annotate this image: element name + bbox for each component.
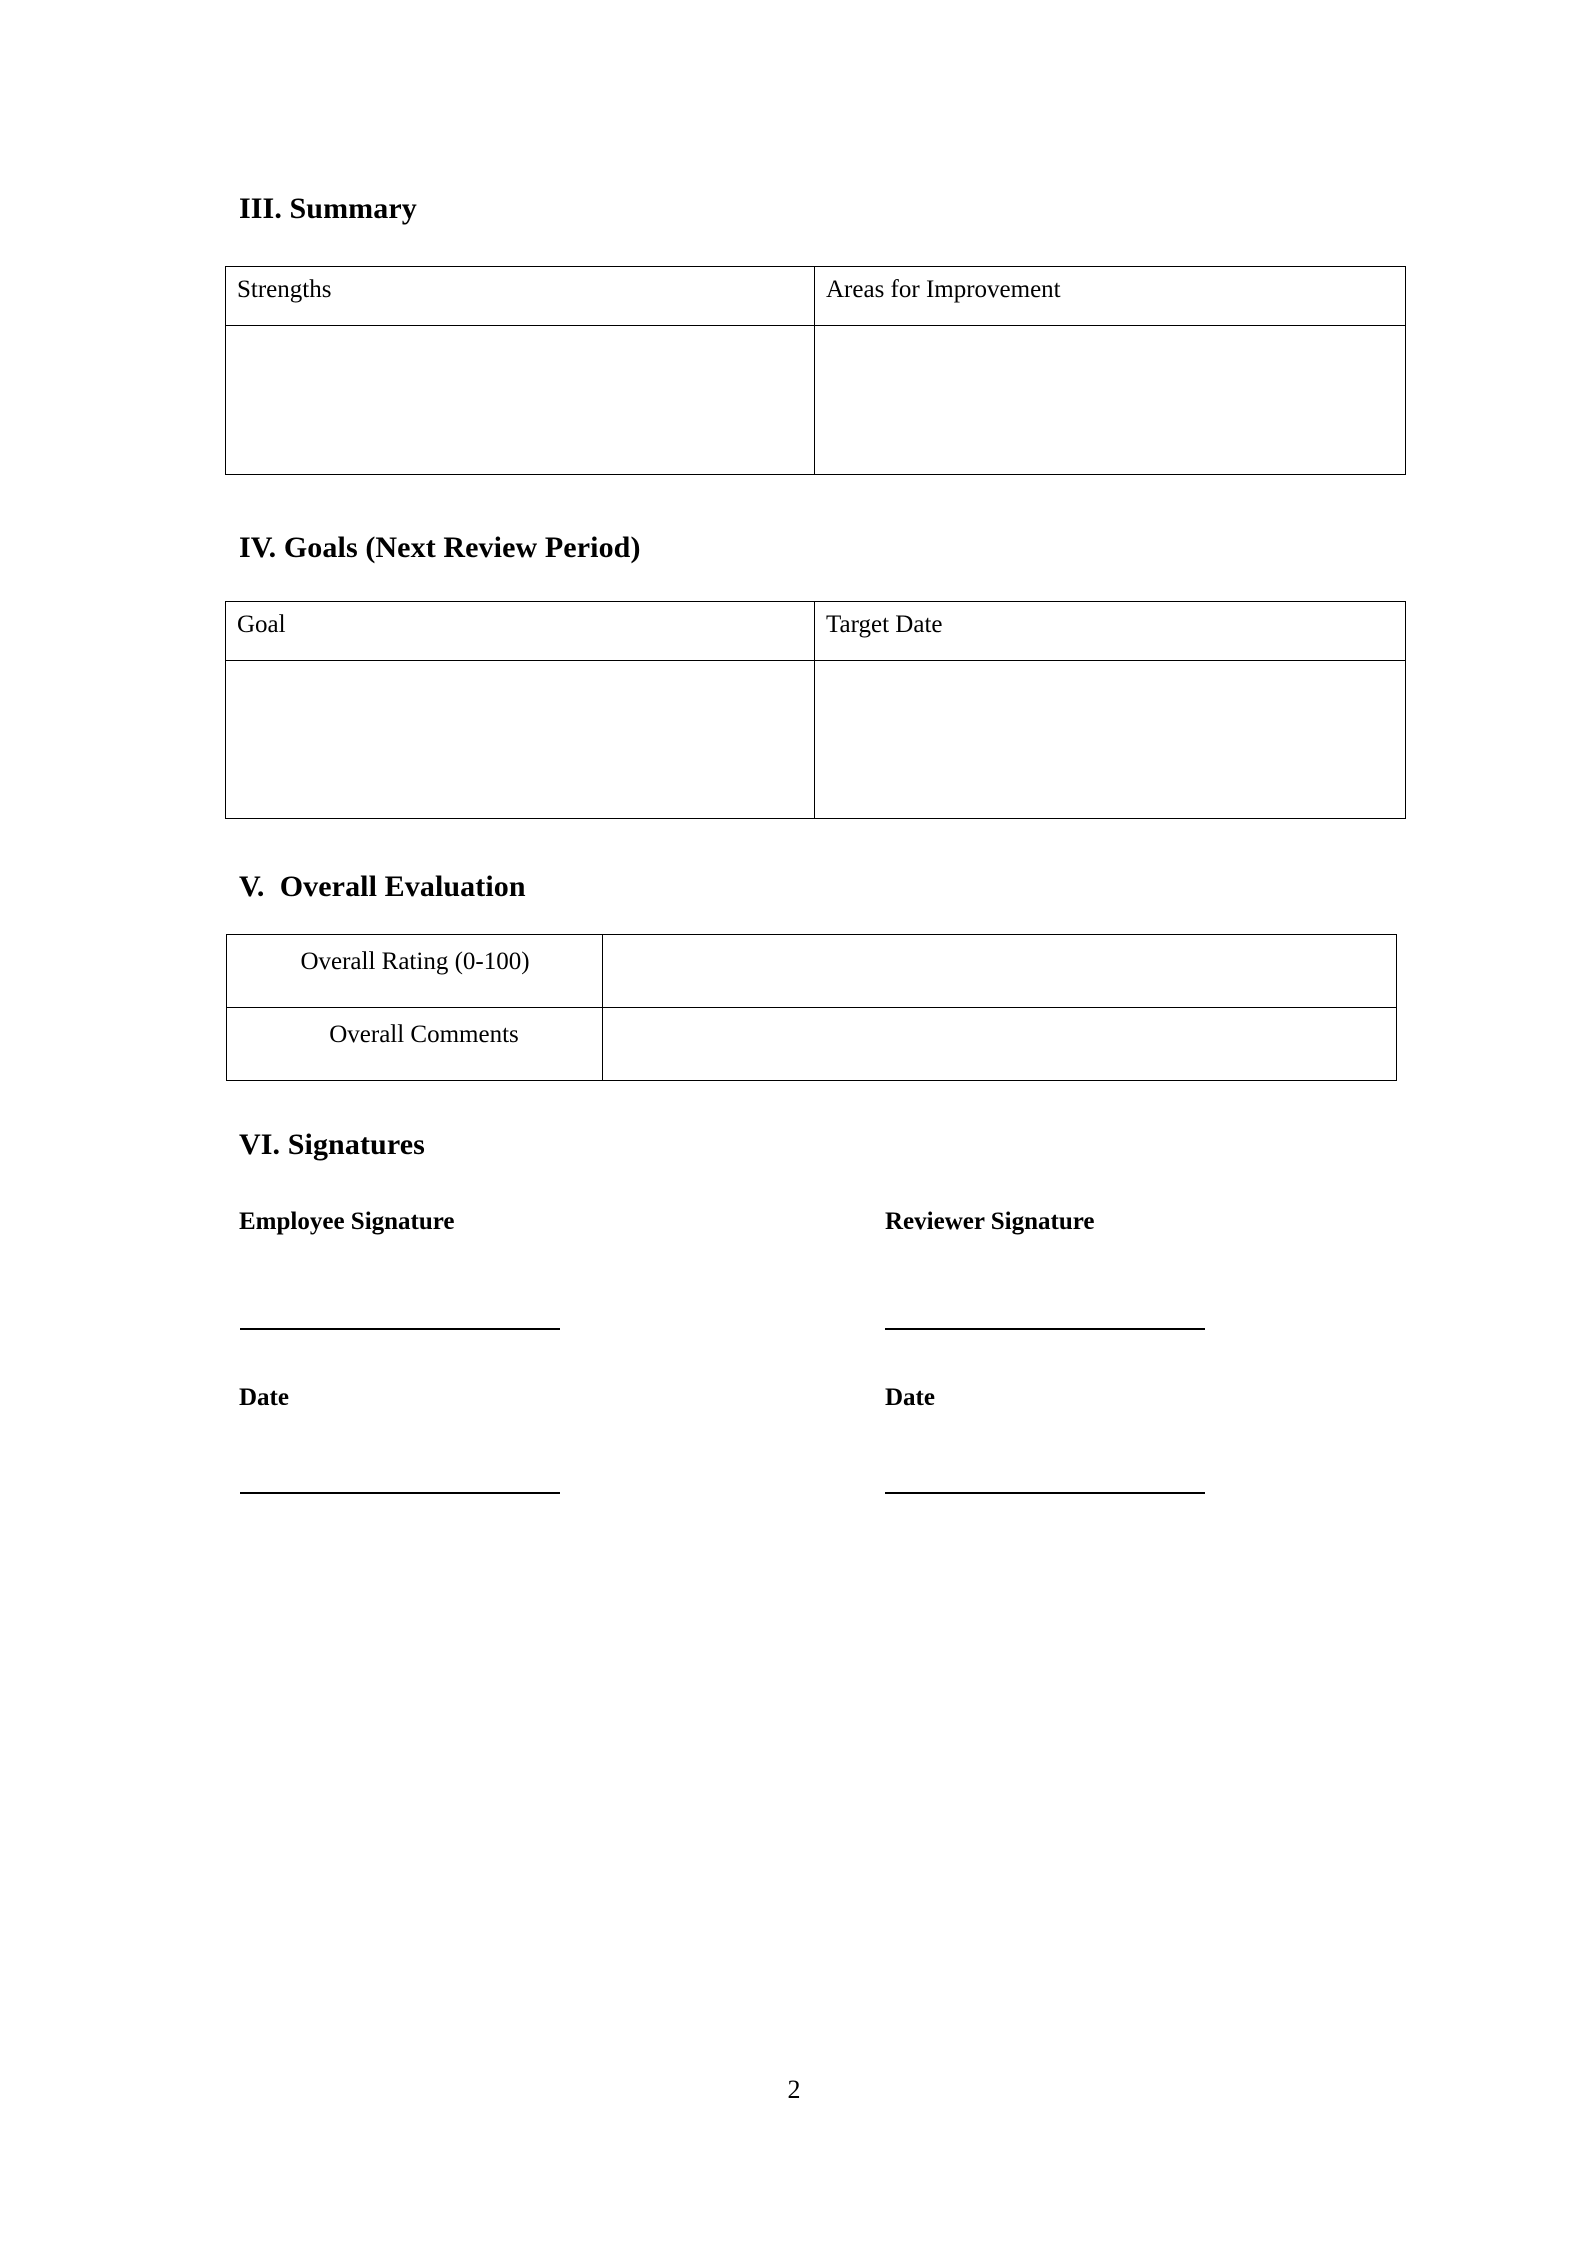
table-row (226, 661, 1406, 819)
table-header-row (226, 602, 1406, 661)
goals-header-goal: Goal (226, 602, 815, 661)
summary-strengths-input-cell[interactable] (226, 326, 815, 475)
reviewer-date-line[interactable] (885, 1492, 1205, 1494)
overall-comments-input-cell[interactable] (603, 1008, 1397, 1081)
table-row (226, 326, 1406, 475)
section-heading-goals: IV. Goals (Next Review Period) (239, 531, 641, 564)
summary-header-strengths: Strengths (226, 267, 815, 326)
section-heading-overall-evaluation: V. Overall Evaluation (239, 870, 526, 903)
reviewer-date-label: Date (885, 1384, 935, 1411)
table-row (227, 1008, 1397, 1081)
goals-goal-input-cell[interactable] (226, 661, 815, 819)
employee-signature-line[interactable] (240, 1328, 560, 1330)
overall-rating-label: Overall Rating (0-100) (227, 935, 603, 1008)
overall-evaluation-table (226, 934, 1397, 1081)
goals-header-target-date: Target Date (815, 602, 1406, 661)
summary-areas-input-cell[interactable] (815, 326, 1406, 475)
employee-signature-label: Employee Signature (239, 1208, 455, 1235)
goals-target-date-input-cell[interactable] (815, 661, 1406, 819)
goals-table (225, 601, 1406, 819)
overall-rating-input-cell[interactable] (603, 935, 1397, 1008)
employee-date-line[interactable] (240, 1492, 560, 1494)
overall-comments-label: Overall Comments (227, 1008, 603, 1081)
section-heading-summary: III. Summary (239, 192, 417, 225)
summary-header-areas-for-improvement: Areas for Improvement (815, 267, 1406, 326)
summary-table (225, 266, 1406, 475)
table-row (227, 935, 1397, 1008)
page-number: 2 (787, 2075, 801, 2104)
reviewer-signature-label: Reviewer Signature (885, 1208, 1095, 1235)
table-header-row (226, 267, 1406, 326)
employee-date-label: Date (239, 1384, 289, 1411)
reviewer-signature-line[interactable] (885, 1328, 1205, 1330)
section-heading-signatures: VI. Signatures (239, 1128, 425, 1161)
